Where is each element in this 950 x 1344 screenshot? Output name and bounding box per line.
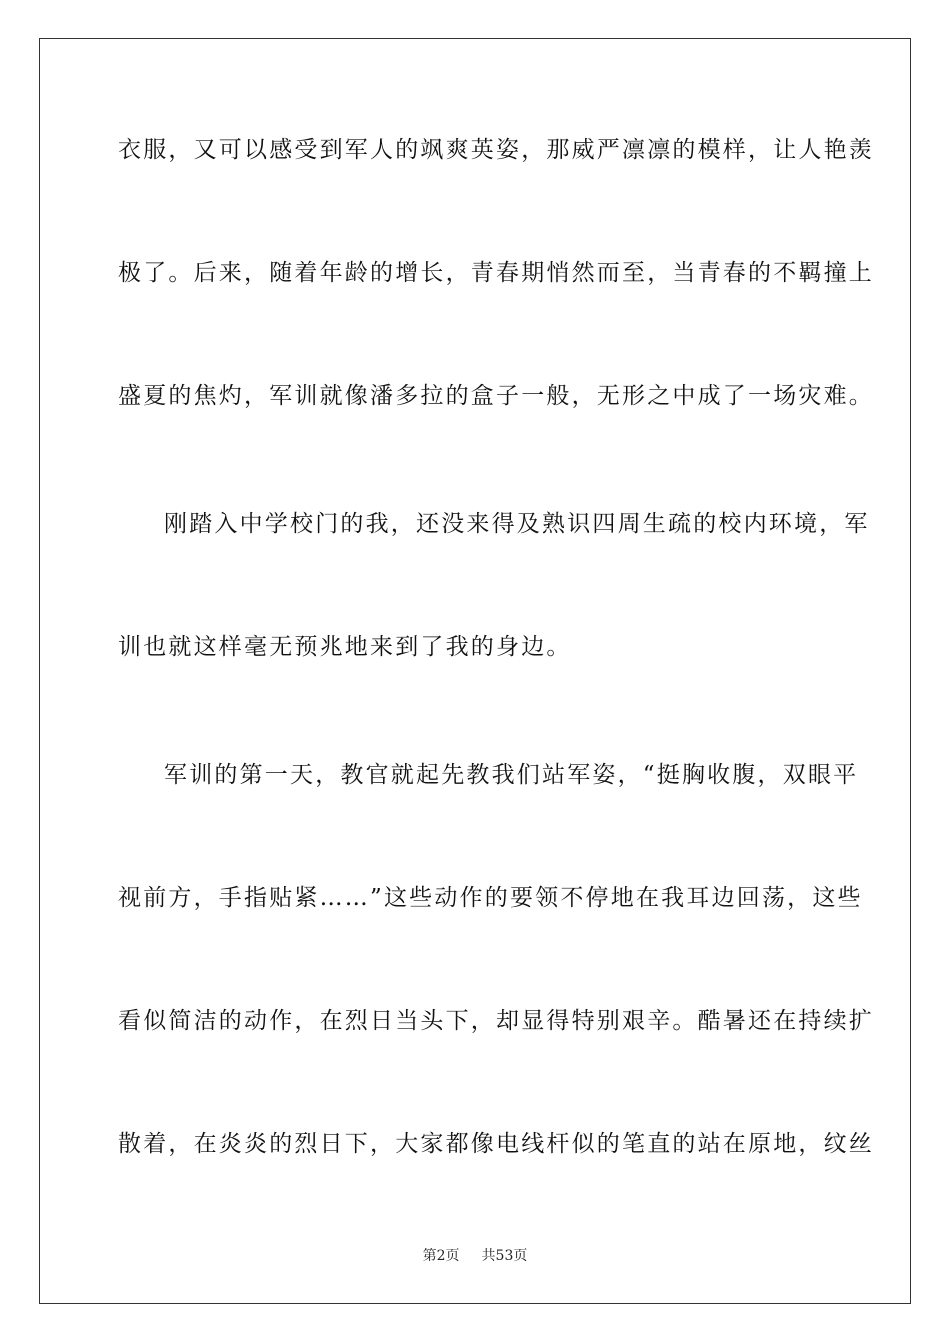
text-line: 盛夏的焦灼，军训就像潘多拉的盒子一般，无形之中成了一场灾难。 bbox=[118, 383, 874, 409]
text-line: 看似简洁的动作，在烈日当头下，却显得特别艰辛。酷暑还在持续扩 bbox=[118, 1008, 874, 1034]
page-border bbox=[39, 38, 911, 1304]
text-line: 训也就这样毫无预兆地来到了我的身边。 bbox=[118, 634, 572, 660]
text-line: 散着，在炎炎的烈日下，大家都像电线杆似的笔直的站在原地，纹丝 bbox=[118, 1131, 874, 1157]
text-line: 衣服，又可以感受到军人的飒爽英姿，那威严凛凛的模样，让人艳羡 bbox=[118, 137, 874, 163]
text-line: 极了。后来，随着年龄的增长，青春期悄然而至，当青春的不羁撞上 bbox=[118, 260, 874, 286]
page-number: 第2页 bbox=[422, 1248, 460, 1264]
page-footer bbox=[0, 1247, 950, 1265]
paragraph-first-line: 军训的第一天，教官就起先教我们站军姿，“挺胸收腹，双眼平 bbox=[164, 762, 859, 788]
paragraph-first-line: 刚踏入中学校门的我，还没来得及熟识四周生疏的校内环境，军 bbox=[164, 511, 870, 537]
text-line: 视前方，手指贴紧……”这些动作的要领不停地在我耳边回荡，这些 bbox=[118, 885, 863, 911]
page-total: 共53页 bbox=[481, 1248, 528, 1264]
